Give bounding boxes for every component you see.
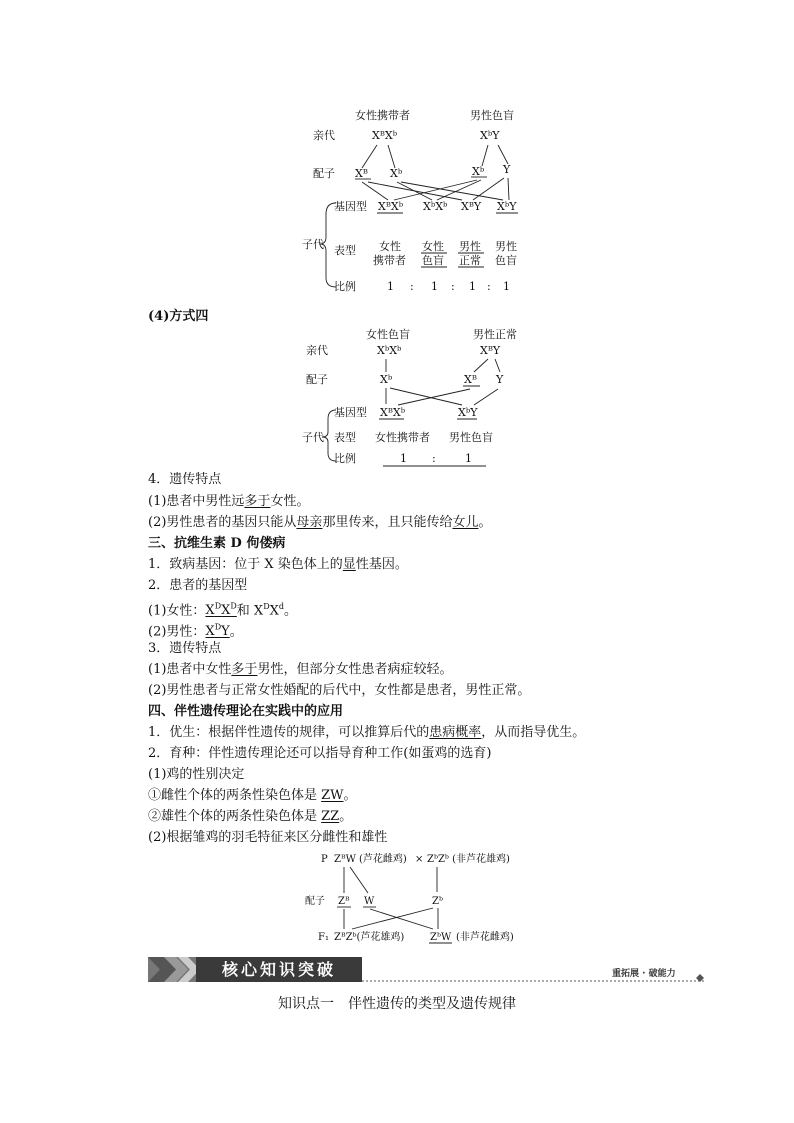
label-phenotype: 表型 xyxy=(334,244,356,257)
gamete-2: Xᴮ xyxy=(464,373,477,386)
banner-subtitle: 重拓展 · 破能力 xyxy=(612,969,676,979)
text-line: 2．育种：伴性遗传理论还可以指导育种工作(如蛋鸡的选育) xyxy=(148,746,492,761)
ratio-colon: : xyxy=(410,280,414,293)
parent-female-genotype: XᵇXᵇ xyxy=(377,344,402,357)
gamete-3: Xᵇ xyxy=(472,165,485,178)
text-span: X xyxy=(205,624,215,640)
label-ratio: 比例 xyxy=(334,280,356,293)
superscript: d xyxy=(278,602,284,611)
ratio-4: 1 xyxy=(503,280,510,293)
text-line: (2)男性患者与正常女性婚配的后代中，女性都是患者，男性正常。 xyxy=(148,683,531,698)
label-offspring: 子代 xyxy=(302,431,324,444)
text-span: (1)女性： xyxy=(148,603,206,619)
label-female-colorblind: 女性色盲 xyxy=(366,328,410,341)
label-phenotype: 表型 xyxy=(334,431,356,444)
genotype-1: XᴮXᵇ xyxy=(380,406,406,419)
text-span: X xyxy=(269,603,279,619)
label-f1: F₁ xyxy=(318,932,329,943)
p-male: ZᵇZᵇ (非芦花雄鸡) xyxy=(427,854,510,865)
text-span: 1．致病基因：位于 X 染色体上的 xyxy=(148,557,343,572)
gamete-3: Y xyxy=(496,373,504,386)
label-gamete: 配子 xyxy=(306,373,328,386)
cross-line xyxy=(352,908,433,929)
phenotype-2a: 女性 xyxy=(422,240,444,253)
mode4-heading: (4)方式四 xyxy=(148,309,209,324)
label-female-carrier: 女性携带者 xyxy=(355,109,410,122)
gamete-1: Xᴮ xyxy=(355,167,368,180)
text-span: ①雌性个体的两条性染色体是 xyxy=(148,788,322,803)
ratio-colon: : xyxy=(451,280,455,293)
answer-blank: ZZ xyxy=(321,809,340,824)
answer-blank: 多于 xyxy=(231,662,258,677)
text-span: 和 X xyxy=(236,603,264,619)
label-gamete: 配子 xyxy=(313,167,335,180)
gamete-1: Xᵇ xyxy=(380,373,393,386)
text-span: 那里传来，且只能传给 xyxy=(322,515,453,530)
label-p: P xyxy=(321,854,328,865)
superscript: D xyxy=(214,623,222,632)
text-span: 性基因。 xyxy=(355,557,408,572)
label-genotype: 基因型 xyxy=(334,406,367,419)
ratio-1: 1 xyxy=(400,452,407,465)
section-heading-4: 四、伴性遗传理论在实践中的应用 xyxy=(148,704,344,719)
superscript: D xyxy=(263,602,270,611)
text-span: ②雄性个体的两条性染色体是 xyxy=(148,809,322,824)
parent-male-genotype: XᵇY xyxy=(480,129,500,142)
gamete-2: Xᵇ xyxy=(390,167,403,180)
text-span: 女性。 xyxy=(270,494,310,509)
text-line-genetic-features: 4．遗传特点 xyxy=(148,472,222,487)
phenotype-1a: 女性 xyxy=(379,240,401,253)
gamete-2: W xyxy=(364,896,375,907)
gamete-1: Zᴮ xyxy=(338,896,350,907)
phenotype-3a: 男性 xyxy=(459,240,481,253)
ratio-colon: : xyxy=(487,280,491,293)
f1-female: ZᵇW xyxy=(430,932,452,943)
gamete-4: Y xyxy=(503,163,511,176)
label-parent: 亲代 xyxy=(313,129,335,142)
genotype-3: XᴮY xyxy=(461,200,482,213)
text-span: (2)男性患者的基因只能从 xyxy=(148,515,297,530)
p-female: ZᴮW (芦花雌鸡) xyxy=(334,854,407,865)
answer-blank: ZW xyxy=(321,788,344,803)
genotype-1: XᴮXᵇ xyxy=(378,200,404,213)
knowledge-point-heading: 知识点一 伴性遗传的类型及遗传规律 xyxy=(278,996,516,1012)
text-span: 。 xyxy=(284,603,298,619)
ratio-colon: : xyxy=(432,452,436,465)
label-ratio: 比例 xyxy=(334,452,356,465)
text-span: ，从而指导优生。 xyxy=(481,725,586,740)
text-span: (1)患者中女性 xyxy=(148,662,232,677)
text-line: (2)根据雏鸡的羽毛特征来区分雌性和雄性 xyxy=(148,830,388,845)
text-line: 3．遗传特点 xyxy=(148,641,222,656)
superscript: D xyxy=(230,602,237,611)
text-line: (1)鸡的性别决定 xyxy=(148,767,245,782)
text-span: (1)患者中男性远 xyxy=(148,494,245,509)
text-span: 。 xyxy=(343,788,357,803)
genotype-2: XᵇXᵇ xyxy=(423,200,448,213)
f1-male: ZᴮZᵇ(芦花雄鸡) xyxy=(334,932,405,943)
superscript: D xyxy=(214,602,222,611)
label-offspring: 子代 xyxy=(302,238,324,251)
parent-male-genotype: XᴮY xyxy=(480,344,501,357)
ratio-2: 1 xyxy=(431,280,438,293)
label-male-normal: 男性正常 xyxy=(473,328,517,341)
answer-blank: 多于 xyxy=(244,494,271,509)
text-span: 。 xyxy=(229,624,243,640)
answer-blank: 女儿 xyxy=(452,515,479,530)
answer-blank: 母亲 xyxy=(296,515,323,530)
answer-blank: 患病概率 xyxy=(429,725,482,740)
cross-sign: × xyxy=(415,854,424,865)
phenotype-4a: 男性 xyxy=(495,240,517,253)
label-genotype: 基因型 xyxy=(334,200,367,213)
phenotype-1: 女性携带者 xyxy=(375,431,430,444)
text-span: 男性，但部分女性患者病症较轻。 xyxy=(257,662,453,677)
text-span: 1．优生：根据伴性遗传的规律，可以推算后代的 xyxy=(148,725,430,740)
cross-line xyxy=(370,909,433,929)
text-span: X xyxy=(221,603,231,619)
phenotype-1b: 携带者 xyxy=(373,254,406,267)
text-span: Y xyxy=(221,624,230,640)
text-line: 2．患者的基因型 xyxy=(148,578,248,593)
answer-blank: 显 xyxy=(342,557,356,572)
ratio-2: 1 xyxy=(465,452,472,465)
label-parent: 亲代 xyxy=(306,344,328,357)
f1-female-desc: (非芦花雌鸡) xyxy=(456,932,514,943)
text-span: 。 xyxy=(339,809,353,824)
phenotype-4b: 色盲 xyxy=(495,254,517,267)
banner-title: 核心知识突破 xyxy=(196,957,362,982)
section-heading-3: 三、抗维生素 D 佝偻病 xyxy=(148,536,286,551)
phenotype-2: 男性色盲 xyxy=(449,431,493,444)
text-span: X xyxy=(205,603,215,619)
gamete-3: Zᵇ xyxy=(432,896,443,907)
arrow xyxy=(350,867,368,893)
genotype-2: XᵇY xyxy=(458,406,478,419)
text-span: 。 xyxy=(478,515,492,530)
label-male-colorblind: 男性色盲 xyxy=(470,109,514,122)
ratio-1: 1 xyxy=(387,280,394,293)
genotype-4: XᵇY xyxy=(497,200,517,213)
parent-female-genotype: XᴮXᵇ xyxy=(372,129,398,142)
label-gamete: 配子 xyxy=(305,896,325,907)
text-span: (2)男性： xyxy=(148,624,206,640)
ratio-3: 1 xyxy=(469,280,476,293)
phenotype-3b: 正常 xyxy=(459,254,481,267)
phenotype-2b: 色盲 xyxy=(422,254,444,267)
